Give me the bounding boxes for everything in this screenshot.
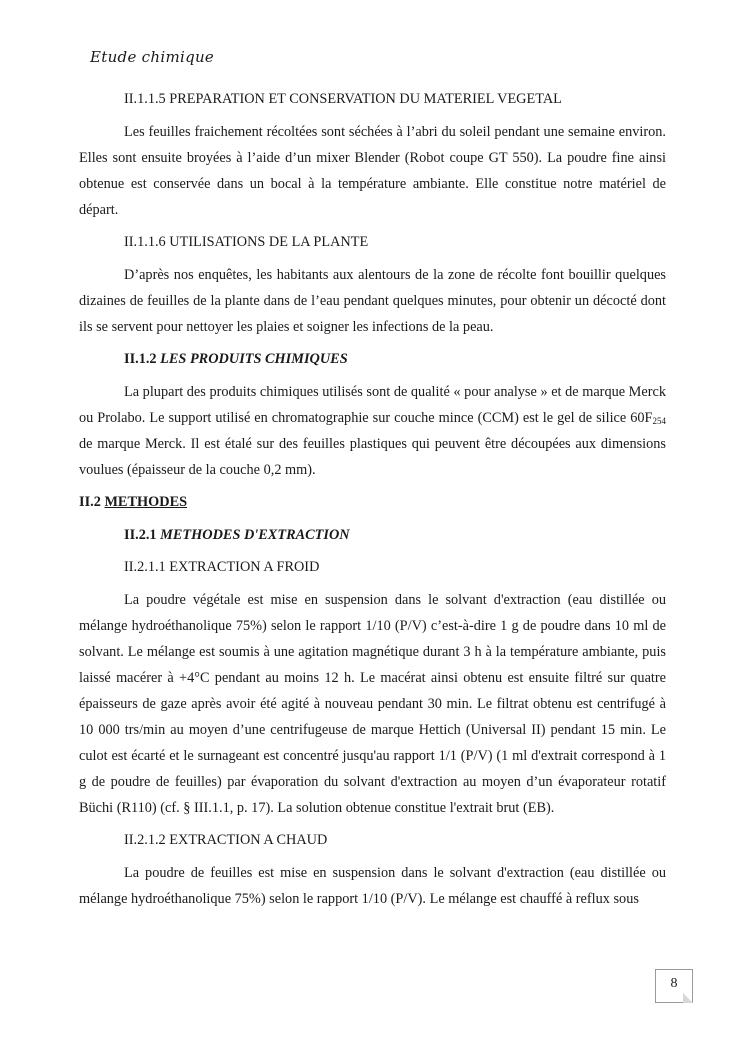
page-header-title: Etude chimique <box>90 48 215 66</box>
heading-1115: II.1.1.5 PREPARATION ET CONSERVATION DU MATERIEL VEGETAL <box>124 91 562 107</box>
paragraph-1116: D’après nos enquêtes, les habitants aux alentours de la zone de récolte font bouillir quelques dizaines de feuilles de la plante dans de l’eau pendant quelques minutes, pour obtenir un décocté dont ils se servent pour nettoyer les plaies et soigner les infections de la peau. <box>79 266 666 335</box>
heading-2211: II.2.1.1 EXTRACTION A FROID <box>124 559 320 575</box>
document-body <box>79 86 666 918</box>
paragraph-112-part-b: de marque Merck. Il est étalé sur des feuilles plastiques qui peuvent être découpées aux dimensions voulues (épaisseur de la couche 0,2 mm). <box>79 435 666 478</box>
heading-112-title: LES PRODUITS CHIMIQUES <box>160 351 348 367</box>
heading-112-number: II.1.2 <box>124 351 157 367</box>
page-number: 8 <box>670 976 678 991</box>
heading-22-title: METHODES <box>104 494 188 510</box>
heading-221 <box>79 522 666 548</box>
heading-22 <box>79 489 666 515</box>
heading-221-number: II.2.1 <box>124 526 157 543</box>
heading-1116: II.1.1.6 UTILISATIONS DE LA PLANTE <box>124 234 369 250</box>
paragraph-112-part-a: La plupart des produits chimiques utilisés sont de qualité « pour analyse » et de marque Merck ou Prolabo. Le support utilisé en chromatographie sur couche mince (CCM) est le gel de silice 60F <box>79 383 666 426</box>
heading-112 <box>79 346 666 372</box>
paragraph-112-subscript: 254 <box>652 415 666 426</box>
page-fold-icon <box>683 993 693 1003</box>
heading-2212: II.2.1.2 EXTRACTION A CHAUD <box>124 832 328 848</box>
paragraph-2212: La poudre de feuilles est mise en suspension dans le solvant d'extraction (eau distillée ou mélange hydroéthanolique 75%) selon le rapport 1/10 (P/V). Le mélange est chauffé à reflux sous <box>79 864 666 907</box>
paragraph-112 <box>79 379 666 483</box>
paragraph-2211: La poudre végétale est mise en suspension dans le solvant d'extraction (eau distillée ou mélange hydroéthanolique 75%) selon le rapport 1/10 (P/V) c’est-à-dire 1 g de poudre dans 10 ml de solvant. Le mélange est soumis à une agitation magnétique durant 3 h à la température ambiante, puis laissé macérer à +4°C pendant au moins 12 h. Le macérat ainsi obtenu est ensuite filtré sur quatre épaisseurs de gaze après avoir été agité à nouveau pendant 30 min. Le filtrat obtenu est centrifugé à 10 000 trs/min au moyen d’une centrifugeuse de marque Hettich (Universal II) pendant 15 min. Le culot est écarté et le surnageant est concentré jusqu'au rapport 1/1 (P/V) (1 ml d'extrait correspond à 1 g de poudre de feuilles) par évaporation du solvant d'extraction au moyen d’un évaporateur rotatif Büchi (R110) (cf. § III.1.1, p. 17). La solution obtenue constitue l'extrait brut (EB). <box>79 591 666 816</box>
heading-22-number: II.2 <box>79 494 101 510</box>
heading-221-title: METHODES D'EXTRACTION <box>160 526 350 543</box>
paragraph-1115: Les feuilles fraichement récoltées sont séchées à l’abri du soleil pendant une semaine environ. Elles sont ensuite broyées à l’aide d’un mixer Blender (Robot coupe GT 550). La poudre fine ainsi obtenue est conservée dans un bocal à la température ambiante. Elle constitue notre matériel de départ. <box>79 123 666 218</box>
page-number-box <box>655 969 693 1003</box>
